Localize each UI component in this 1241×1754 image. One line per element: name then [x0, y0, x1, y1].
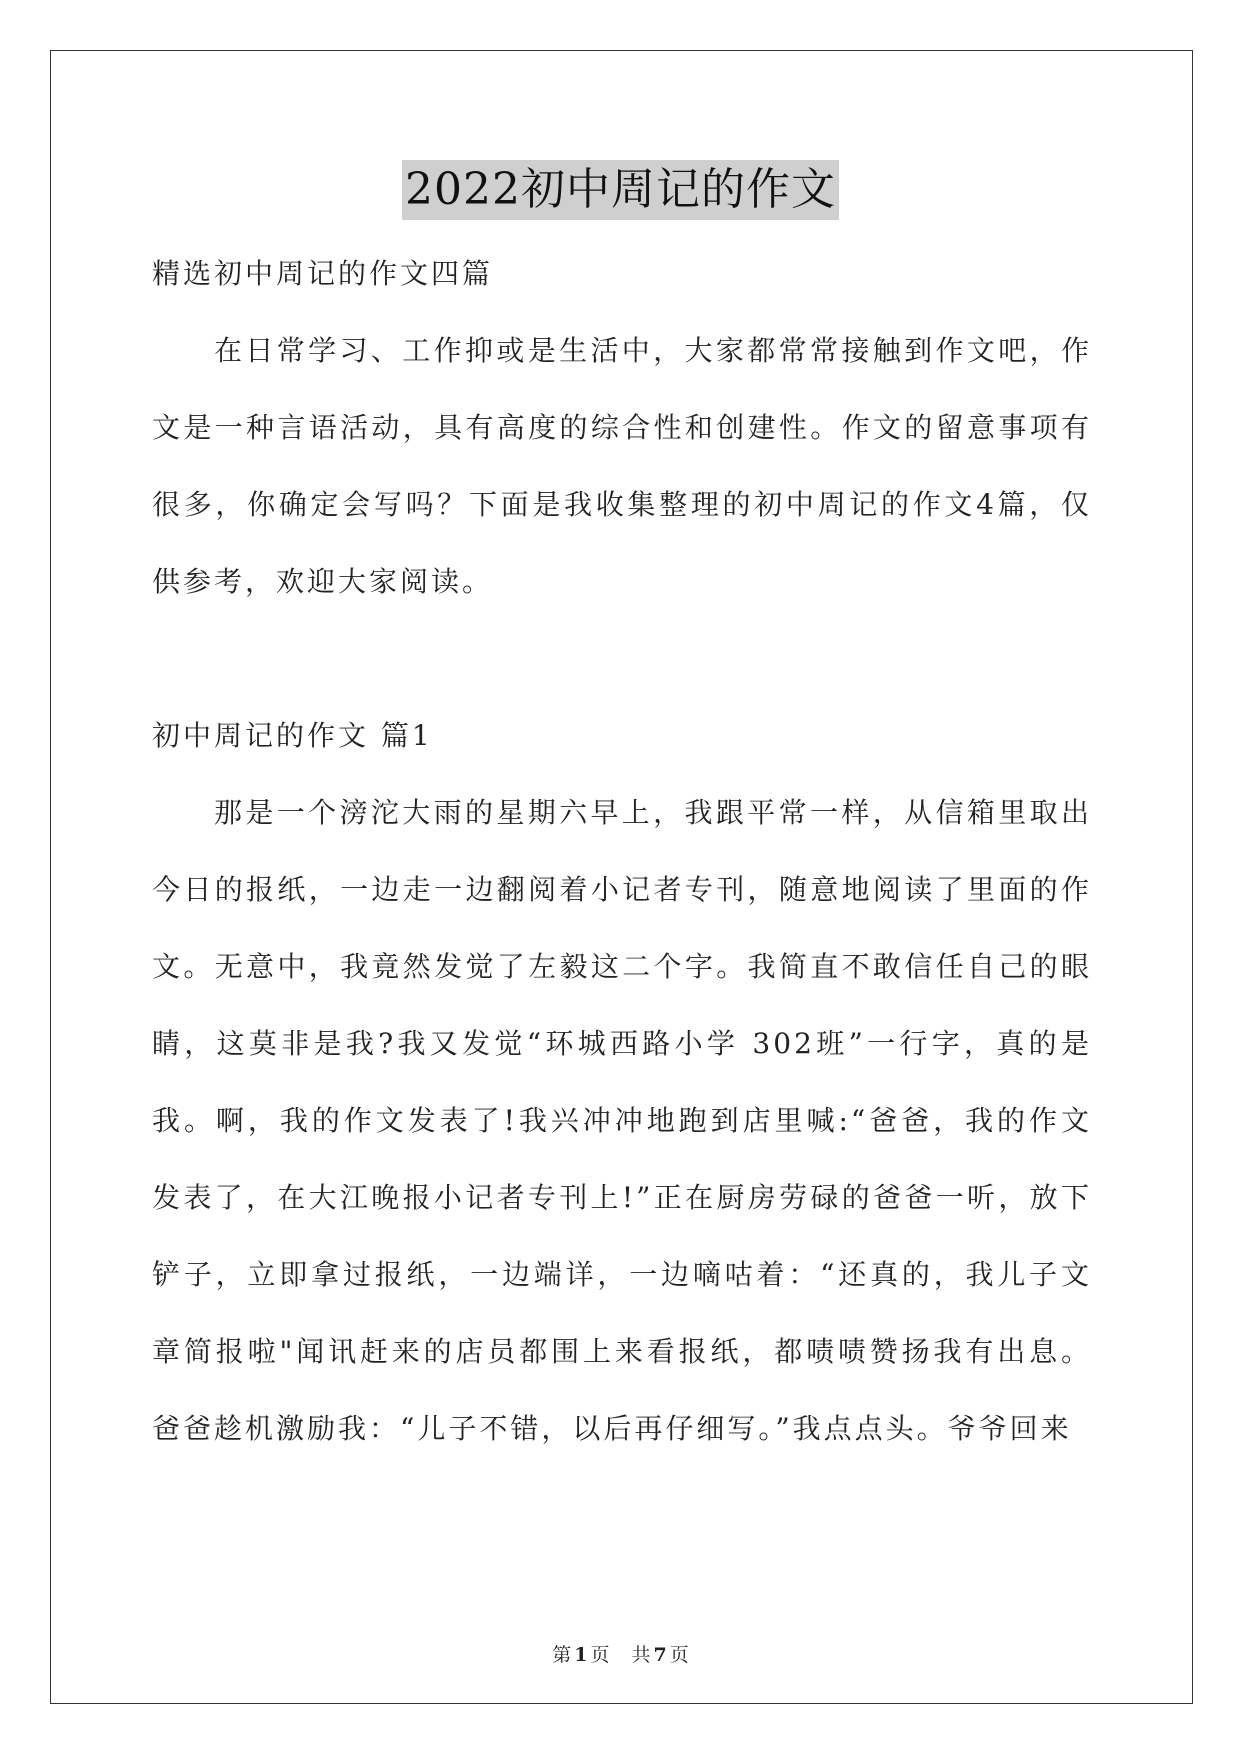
- page-prefix: 第: [552, 1644, 572, 1666]
- paragraph-gap: [152, 620, 1092, 697]
- document-body: [152, 235, 1092, 1467]
- section-heading: 初中周记的作文 篇1: [152, 719, 433, 752]
- page-current: 1: [574, 1644, 588, 1666]
- document-title: 2022初中周记的作文: [402, 160, 839, 220]
- page-footer: [0, 1640, 1241, 1667]
- page-total: 7: [653, 1644, 667, 1666]
- intro-paragraph: 在日常学习、工作抑或是生活中，大家都常常接触到作文吧，作文是一种言语活动，具有高度的综合性和创建性。作文的留意事项有很多，你确定会写吗？下面是我收集整理的初中周记的作文4篇，仅供参考，欢迎大家阅读。: [152, 334, 1092, 598]
- page-mid: 页: [590, 1644, 610, 1666]
- total-suffix: 页: [669, 1644, 689, 1666]
- total-prefix: 共: [631, 1644, 651, 1666]
- title-container: [0, 160, 1241, 220]
- document-subtitle: 精选初中周记的作文四篇: [152, 257, 494, 290]
- section-paragraph: 那是一个滂沱大雨的星期六早上，我跟平常一样，从信箱里取出今日的报纸，一边走一边翻阅着小记者专刊，随意地阅读了里面的作文。无意中，我竟然发觉了左毅这二个字。我简直不敢信任自己的眼睛，这莫非是我?我又发觉“环城西路小学 302班”一行字，真的是我。啊，我的作文发表了!我兴冲冲地跑到店里喊:“爸爸，我的作文发表了，在大江晚报小记者专刊上!”正在厨房劳碌的爸爸一听，放下铲子，立即拿过报纸，一边端详，一边嘀咕着：“还真的，我儿子文章简报啦"闻讯赶来的店员都围上来看报纸，都啧啧赞扬我有出息。爸爸趁机激励我：“儿子不错，以后再仔细写。”我点点头。爷爷回来: [152, 796, 1092, 1445]
